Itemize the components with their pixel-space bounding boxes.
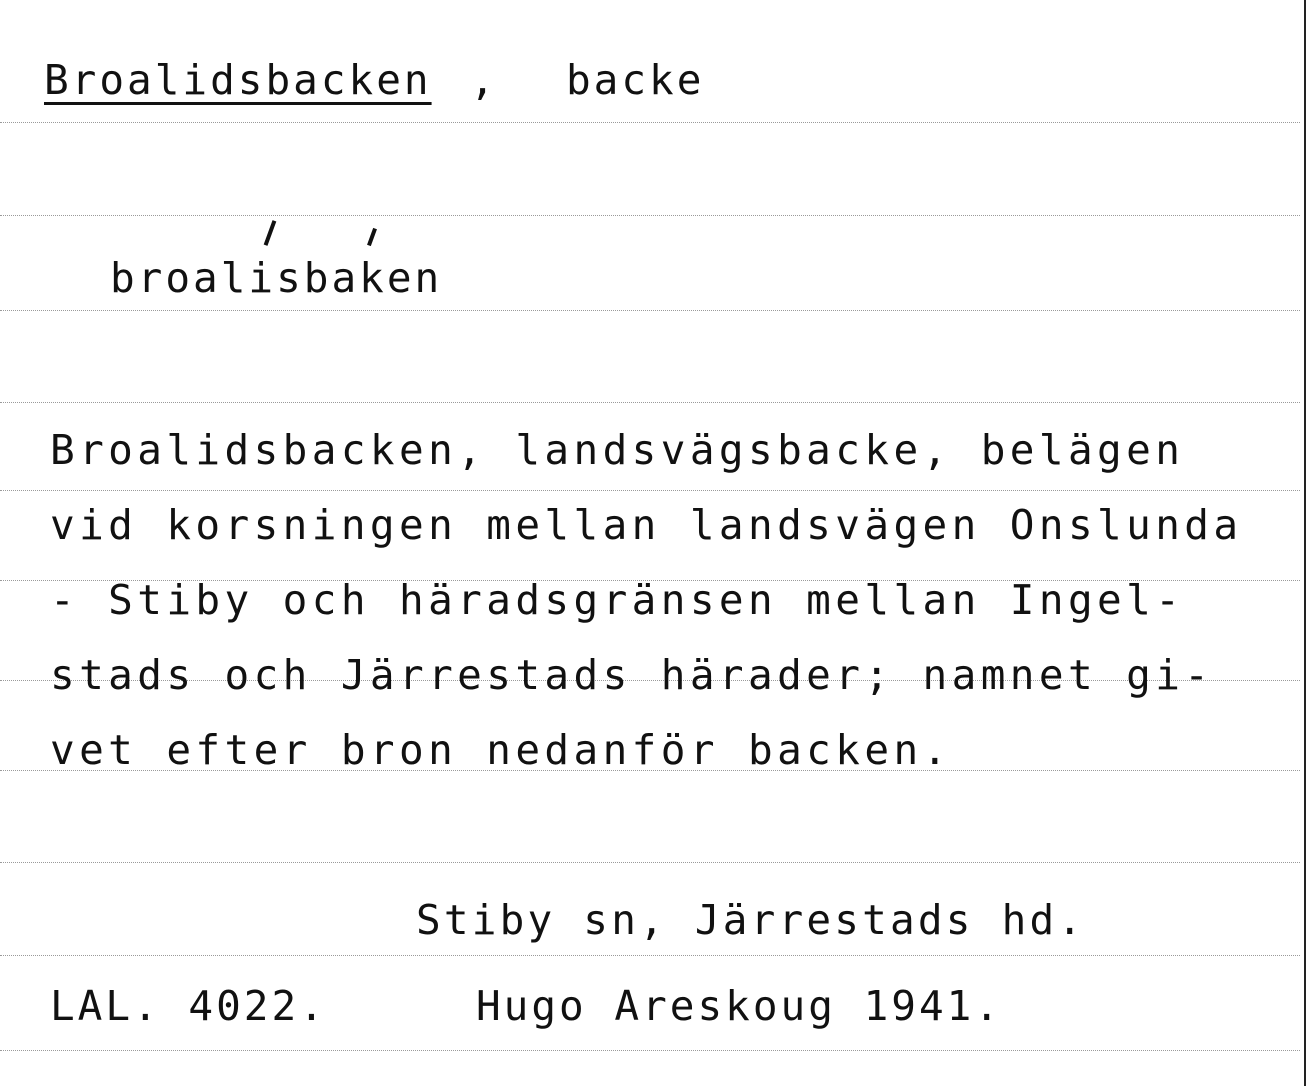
ruled-line [0, 955, 1300, 956]
description-line-2: vid korsningen mellan landsvägen Onslunda [50, 501, 1243, 549]
headword: Broalidsbacken [44, 56, 432, 104]
place-parish-hundred: Stiby sn, Järrestads hd. [416, 896, 1086, 944]
category: backe [566, 56, 705, 104]
stress-accent-mark [264, 220, 277, 246]
ruled-line [0, 122, 1300, 123]
headword-punctuation: , [470, 56, 498, 104]
ruled-line [0, 862, 1300, 863]
description-line-5: vet efter bron nedanför backen. [50, 726, 952, 774]
pronunciation: broalisbaken [110, 254, 443, 302]
ruled-line [0, 310, 1300, 311]
ruled-line [0, 402, 1300, 403]
ruled-line [0, 1050, 1300, 1051]
ruled-line [0, 215, 1300, 216]
card-edge [1304, 0, 1306, 1086]
secondary-accent-mark [367, 228, 377, 246]
description-line-3: - Stiby och häradsgränsen mellan Ingel- [50, 576, 1185, 624]
collector-and-year: Hugo Areskoug 1941. [476, 982, 1002, 1030]
archive-reference: LAL. 4022. [50, 982, 327, 1030]
ruled-line [0, 490, 1300, 491]
description-line-4: stads och Järrestads härader; namnet gi- [50, 651, 1214, 699]
description-line-1: Broalidsbacken, landsvägsbacke, belägen [50, 426, 1185, 474]
